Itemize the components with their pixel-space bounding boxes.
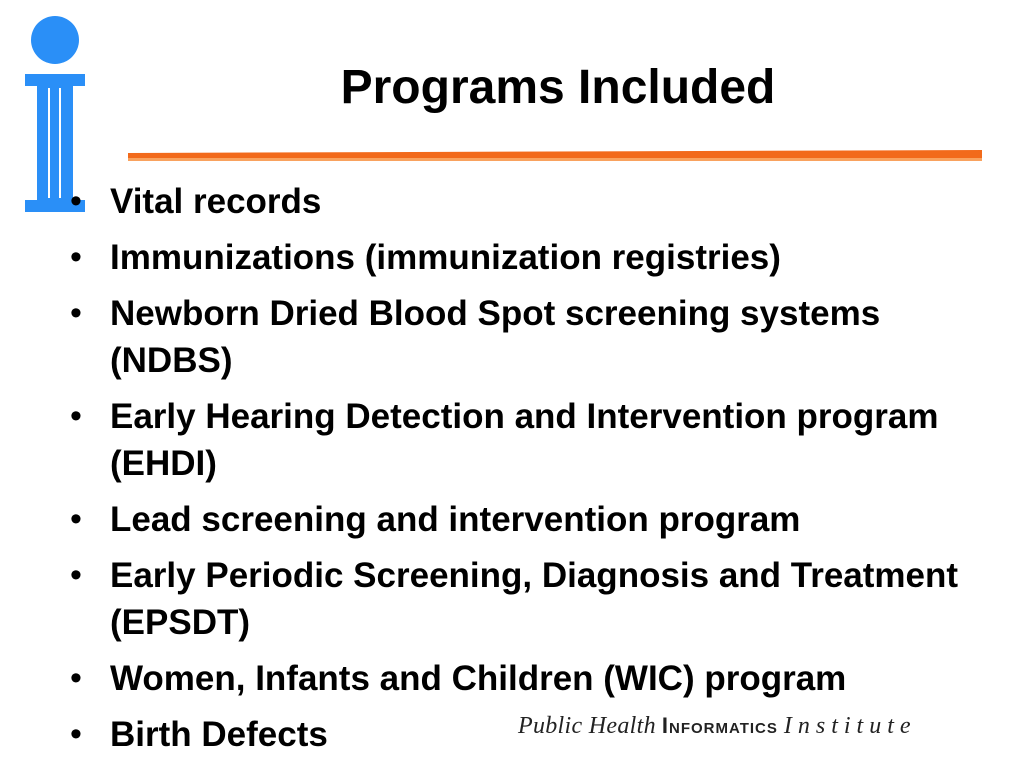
bullet-marker: • bbox=[70, 556, 82, 594]
bullet-text: Early Periodic Screening, Diagnosis and Treatment (EPSDT) bbox=[110, 556, 959, 642]
bullet-text: Early Hearing Detection and Intervention program (EHDI) bbox=[110, 397, 939, 483]
bullet-marker: • bbox=[70, 397, 82, 435]
bullet-marker: • bbox=[70, 294, 82, 332]
bullet-marker: • bbox=[70, 182, 82, 220]
bullet-text: Birth Defects bbox=[110, 715, 328, 754]
bullet-marker: • bbox=[70, 715, 82, 753]
bullet-marker: • bbox=[70, 238, 82, 276]
bullet-item bbox=[66, 496, 996, 543]
bullet-marker: • bbox=[70, 659, 82, 697]
bullet-text: Immunizations (immunization registries) bbox=[110, 238, 781, 277]
bullet-marker: • bbox=[70, 500, 82, 538]
bullet-text: Women, Infants and Children (WIC) program bbox=[110, 659, 847, 698]
bullet-item bbox=[66, 655, 996, 702]
title-underline-bar bbox=[128, 150, 982, 158]
bullet-item bbox=[66, 178, 996, 225]
bullet-item bbox=[66, 552, 996, 646]
bullet-text: Lead screening and intervention program bbox=[110, 500, 801, 539]
title-underline bbox=[128, 150, 982, 162]
bullet-item bbox=[66, 290, 996, 384]
logo-dot bbox=[31, 16, 79, 64]
footer-logo-text bbox=[518, 712, 988, 746]
bullet-text: Vital records bbox=[110, 182, 322, 221]
bullet-list bbox=[66, 178, 996, 767]
slide-title: Programs Included bbox=[340, 61, 776, 114]
bullet-item bbox=[66, 393, 996, 487]
footer-institute: Institute bbox=[783, 713, 917, 739]
bullet-text: Newborn Dried Blood Spot screening systems (NDBS) bbox=[110, 294, 881, 380]
bullet-item bbox=[66, 234, 996, 281]
footer-informatics: Informatics bbox=[661, 713, 778, 738]
footer-public-health: Public Health bbox=[518, 713, 656, 739]
